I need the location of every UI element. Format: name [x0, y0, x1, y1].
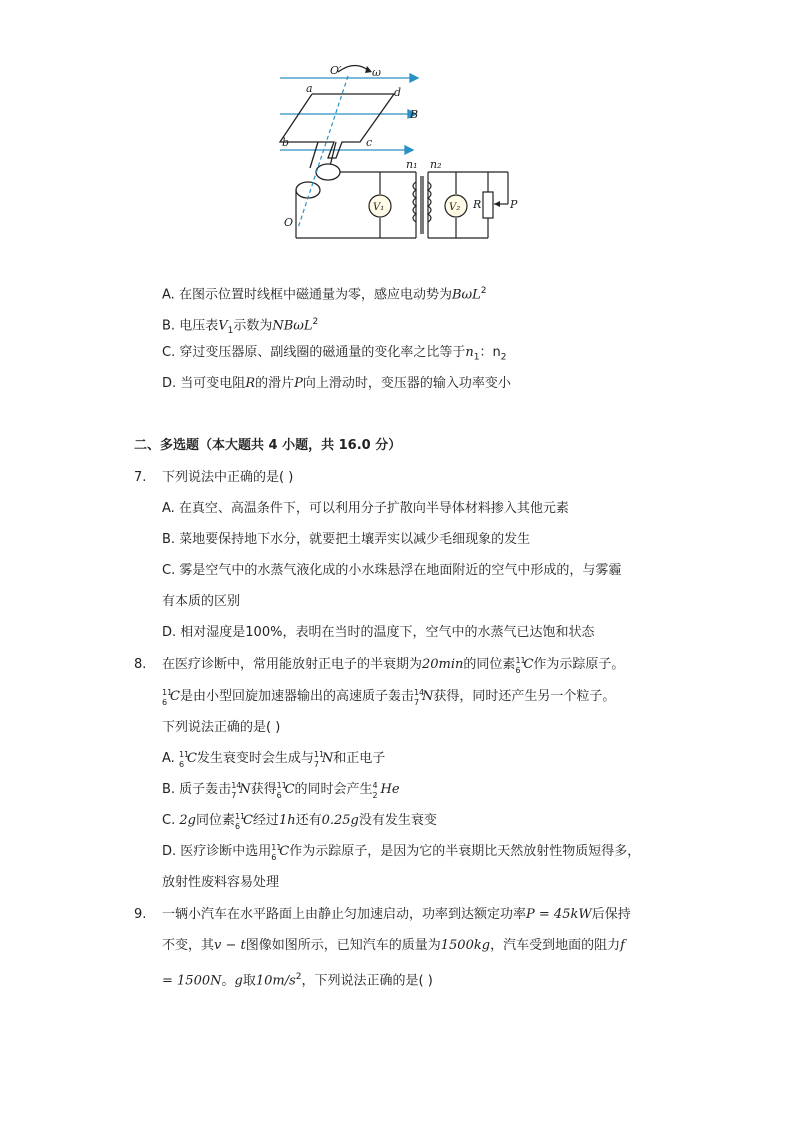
formula: NBωL [272, 318, 313, 334]
q8-stem-line1 [162, 655, 624, 675]
coil-frame [280, 94, 394, 168]
label-o-prime: O′ [330, 64, 342, 77]
q7-option-c: C. 雾是空气中的水蒸气液化成的小水珠悬浮在地面附近的空气中形成的，与雾霾 [162, 563, 622, 578]
formula: 1h [278, 813, 296, 828]
stem-text: ，汽车受到地面的阻力 [490, 938, 621, 953]
option-text: ：n [479, 345, 501, 360]
q8-option-d [162, 842, 640, 862]
element-symbol: C [284, 782, 295, 797]
option-letter: A. [162, 751, 175, 766]
stem-text: 后保持 [591, 907, 631, 922]
isotope-n11: 11 7 [313, 749, 325, 769]
q9-number: 9. [134, 907, 147, 922]
q8-option-b [162, 780, 400, 800]
label-o: O [284, 216, 294, 229]
element-symbol: C [242, 813, 253, 828]
q6-option-c [162, 343, 506, 368]
q9-stem-line3 [162, 967, 433, 991]
label-c: c [366, 136, 373, 149]
element-symbol: C [279, 844, 290, 859]
label-d: d [394, 86, 402, 99]
exponent: 2 [312, 317, 319, 327]
variable: R [245, 376, 256, 391]
stem-text: 在医疗诊断中，常用能放射正电子的半衰期为 [162, 657, 423, 672]
option-letter: B. [162, 318, 176, 334]
formula: 20min [422, 657, 464, 672]
formula: BωL [451, 287, 481, 303]
element-symbol: C [170, 689, 180, 704]
element-symbol: N [239, 782, 251, 797]
option-letter: C. [162, 813, 176, 828]
option-letter: D. [162, 376, 177, 391]
subscript: 1 [473, 352, 480, 363]
slip-rings [296, 164, 340, 198]
stem-text: 取 [242, 973, 256, 989]
label-b: b [282, 136, 290, 149]
q6-option-a [162, 281, 486, 305]
stem-text: 一辆小汽车在水平路面上由静止匀加速启动，功率到达额定功率 [162, 907, 527, 922]
isotope-he4: 4 2 [372, 780, 378, 800]
variable: P [294, 376, 303, 391]
option-text: 当可变电阻 [180, 376, 246, 391]
isotope-n14: 14 7 [231, 780, 242, 800]
option-text: 示数为 [233, 318, 273, 334]
exponent: 2 [295, 972, 302, 982]
q8-stem-line2 [162, 687, 615, 707]
isotope-c11: 11 6 [276, 780, 287, 800]
option-letter: A. [162, 287, 175, 303]
isotope-c11: 11 6 [271, 842, 282, 862]
formula: = 1500N [162, 973, 222, 989]
q7-option-c-cont: 有本质的区别 [162, 594, 241, 609]
formula: 2g [179, 813, 196, 828]
formula: 10m/s [255, 973, 296, 989]
option-text: D. 医疗诊断中选用 [162, 844, 272, 859]
generator-transformer-diagram [270, 58, 530, 248]
formula: f [620, 938, 625, 953]
q7-number: 7. [134, 470, 147, 485]
variable-resistor [483, 192, 493, 218]
stem-text: 图像如图所示，已知汽车的质量为 [245, 938, 441, 953]
stem-text: 不变，其 [162, 938, 215, 953]
label-v2: V₂ [449, 202, 461, 213]
option-text: B. 质子轰击 [162, 782, 232, 797]
formula: P = 45kW [526, 907, 592, 922]
stem-text: 作为示踪原子。 [533, 657, 625, 672]
q9-stem-line2 [162, 936, 625, 956]
option-text: 没有发生衰变 [358, 813, 437, 828]
q6-option-d [162, 374, 511, 394]
option-text: 还有 [295, 813, 322, 828]
subscript: 1 [227, 325, 234, 336]
rotation-axis [298, 76, 348, 228]
variable: n [465, 345, 474, 360]
isotope-n14: 14 7 [413, 687, 425, 707]
q8-option-d-cont: 放射性废料容易处理 [162, 875, 280, 890]
stem-text: 获得，同时还产生另一个粒子。 [433, 689, 616, 704]
section-label: 二、多选题（本大题共 4 小题，共 16.0 分） [134, 438, 402, 453]
option-text: 获得 [250, 782, 277, 797]
q7-option-d: D. 相对湿度是100%，表明在当时的温度下，空气中的水蒸气已达饱和状态 [162, 625, 595, 640]
q9-stem-line1 [162, 905, 631, 925]
q8-number: 8. [134, 657, 147, 672]
formula: v − t [214, 938, 246, 953]
element-symbol: He [380, 782, 400, 797]
element-symbol: N [421, 689, 434, 704]
option-text: 向上滑动时，变压器的输入功率变小 [302, 376, 511, 391]
q8-option-a [162, 749, 385, 769]
label-a: a [306, 82, 313, 95]
isotope-c11: 11 6 [234, 811, 246, 831]
option-text: 的滑片 [255, 376, 295, 391]
formula: g [234, 973, 243, 989]
rotation-arrow [338, 65, 368, 72]
section-heading [134, 436, 401, 456]
element-symbol: C [523, 657, 534, 672]
option-text: 穿过变压器原、副线圈的磁通量的变化率之比等于 [179, 345, 466, 360]
q7-option-a: A. 在真空、高温条件下，可以利用分子扩散向半导体材料掺入其他元素 [162, 501, 569, 516]
isotope-c11: 11 6 [515, 655, 526, 675]
q7-option-b: B. 菜地要保持地下水分，就要把土壤弄实以减少毛细现象的发生 [162, 532, 531, 547]
element-symbol: N [321, 751, 334, 766]
stem-text: 。 [221, 973, 235, 989]
label-p: P [510, 198, 518, 211]
option-text: 电压表 [179, 318, 219, 334]
option-text: 同位素 [195, 813, 235, 828]
option-letter: C. [162, 345, 176, 360]
exponent: 2 [480, 286, 487, 296]
option-text: 经过 [252, 813, 279, 828]
variable: V [218, 318, 228, 334]
option-text: 的同时会产生 [294, 782, 373, 797]
formula: 0.25g [321, 813, 359, 828]
option-text: 在图示位置时线框中磁通量为零，感应电动势为 [178, 287, 452, 303]
stem-text: 的同位素 [463, 657, 516, 672]
formula: 1500kg [440, 938, 491, 953]
label-n1: n₁ [406, 158, 418, 171]
subscript: 2 [500, 352, 507, 363]
q8-stem-line3: 下列说法正确的是( ) [162, 720, 281, 735]
isotope-c11: 11 6 [162, 687, 173, 707]
stem-text: 是由小型回旋加速器输出的高速质子轰击 [179, 689, 414, 704]
stem-text: ，下列说法正确的是( ) [301, 973, 433, 989]
q8-option-c [162, 811, 437, 831]
label-v1: V₁ [373, 202, 385, 213]
isotope-c11: 11 6 [178, 749, 190, 769]
q6-option-b [162, 312, 318, 341]
q7-stem: 下列说法中正确的是( ) [162, 470, 294, 485]
label-omega: ω [372, 66, 381, 79]
option-text: 作为示踪原子，是因为它的半衰期比天然放射性物质短得多， [289, 844, 641, 859]
option-text: 和正电子 [333, 751, 386, 766]
label-r: R [473, 198, 482, 211]
element-symbol: C [186, 751, 197, 766]
label-n2: n₂ [430, 158, 442, 171]
option-text: 发生衰变时会生成与 [196, 751, 314, 766]
label-b-field: B [410, 108, 419, 121]
